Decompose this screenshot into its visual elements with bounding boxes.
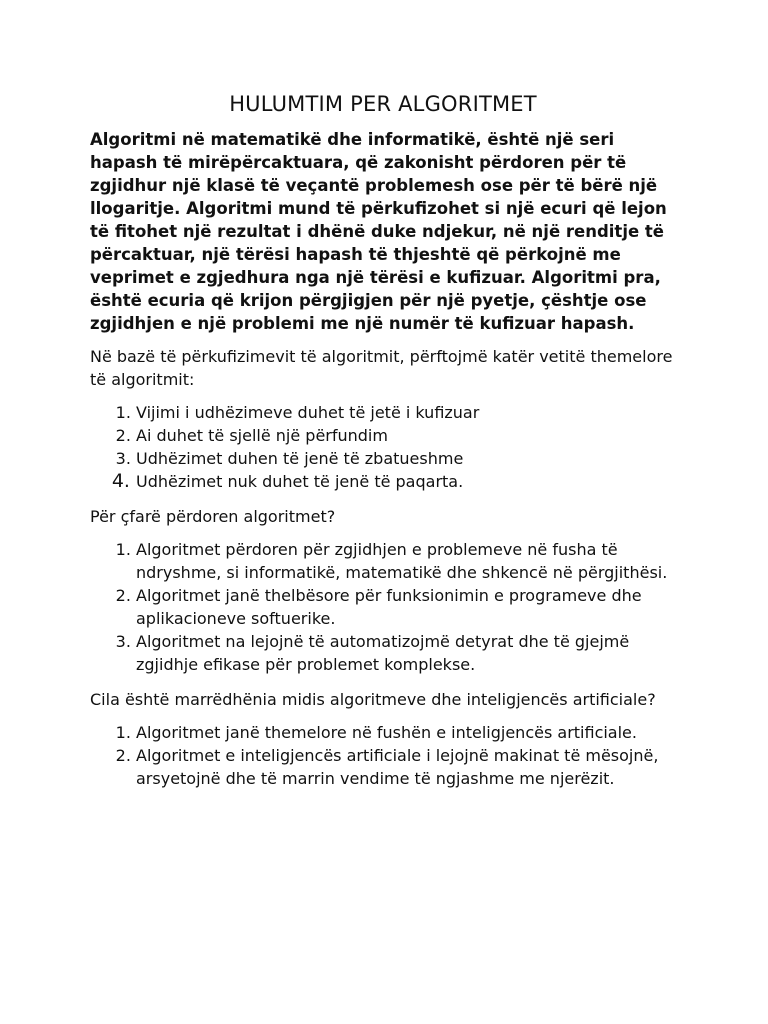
list-item: 1. Algoritmet janë themelore në fushën e inteligjencës artificiale. xyxy=(136,721,676,744)
document-title: HULUMTIM PER ALGORITMET xyxy=(229,92,537,116)
list-item: 1. Vijimi i udhëzimeve duhet të jetë i kufizuar xyxy=(136,401,676,424)
list-item: 2. Algoritmet e inteligjencës artificiale i lejojnë makinat të mësojnë, arsyetojnë dhe të marrin vendime të ngjashme me njerëzit. xyxy=(136,744,676,790)
section3-question: Cila është marrëdhënia midis algoritmeve dhe inteligjencës artificiale? xyxy=(90,690,656,709)
list-item: 3. Udhëzimet duhen të jenë të zbatueshme xyxy=(136,447,676,470)
section1-text: Në bazë të përkufizimevit të algoritmit, përftojmë katër vetitë themelore të algoritmit: xyxy=(90,347,673,389)
list-item: 2. Ai duhet të sjellë një përfundim xyxy=(136,424,676,447)
list-item: 1. Algoritmet përdoren për zgjidhjen e problemeve në fusha të ndryshme, si informatikë, matematikë dhe shkencë në përgjithësi. xyxy=(136,538,676,584)
ai-relation-list xyxy=(90,721,676,790)
section2-question: Për çfarë përdoren algoritmet? xyxy=(90,507,336,526)
list-item: 2. Algoritmet janë thelbësore për funksionimin e programeve dhe aplikacioneve softuerike. xyxy=(136,584,676,630)
intro-paragraph: Algoritmi në matematikë dhe informatikë, është një seri hapash të mirëpërcaktuara, që zakonisht përdoren për të zgjidhur një klasë të veçantë problemesh ose për të bërë një llogaritje. Algoritmi mund të përkufizohet si një ecuri që lejon të fitohet një rezultat i dhënë duke ndjekur, në një renditje të përcaktuar, një tërësi hapash të thjeshtë që përkojnë me veprimet e zgjedhura nga një tërësi e kufizuar. Algoritmi pra, është ecuria që krijon përgjigjen për një pyetje, çështje ose zgjidhjen e një problemi me një numër të kufizuar hapash. xyxy=(90,130,667,333)
list-item: 3. Algoritmet na lejojnë të automatizojmë detyrat dhe të gjejmë zgjidhje efikase për problemet komplekse. xyxy=(136,630,676,676)
uses-list xyxy=(90,538,676,676)
properties-list xyxy=(90,401,676,493)
list-item: 4. Udhëzimet nuk duhet të jenë të paqarta. xyxy=(136,470,676,493)
